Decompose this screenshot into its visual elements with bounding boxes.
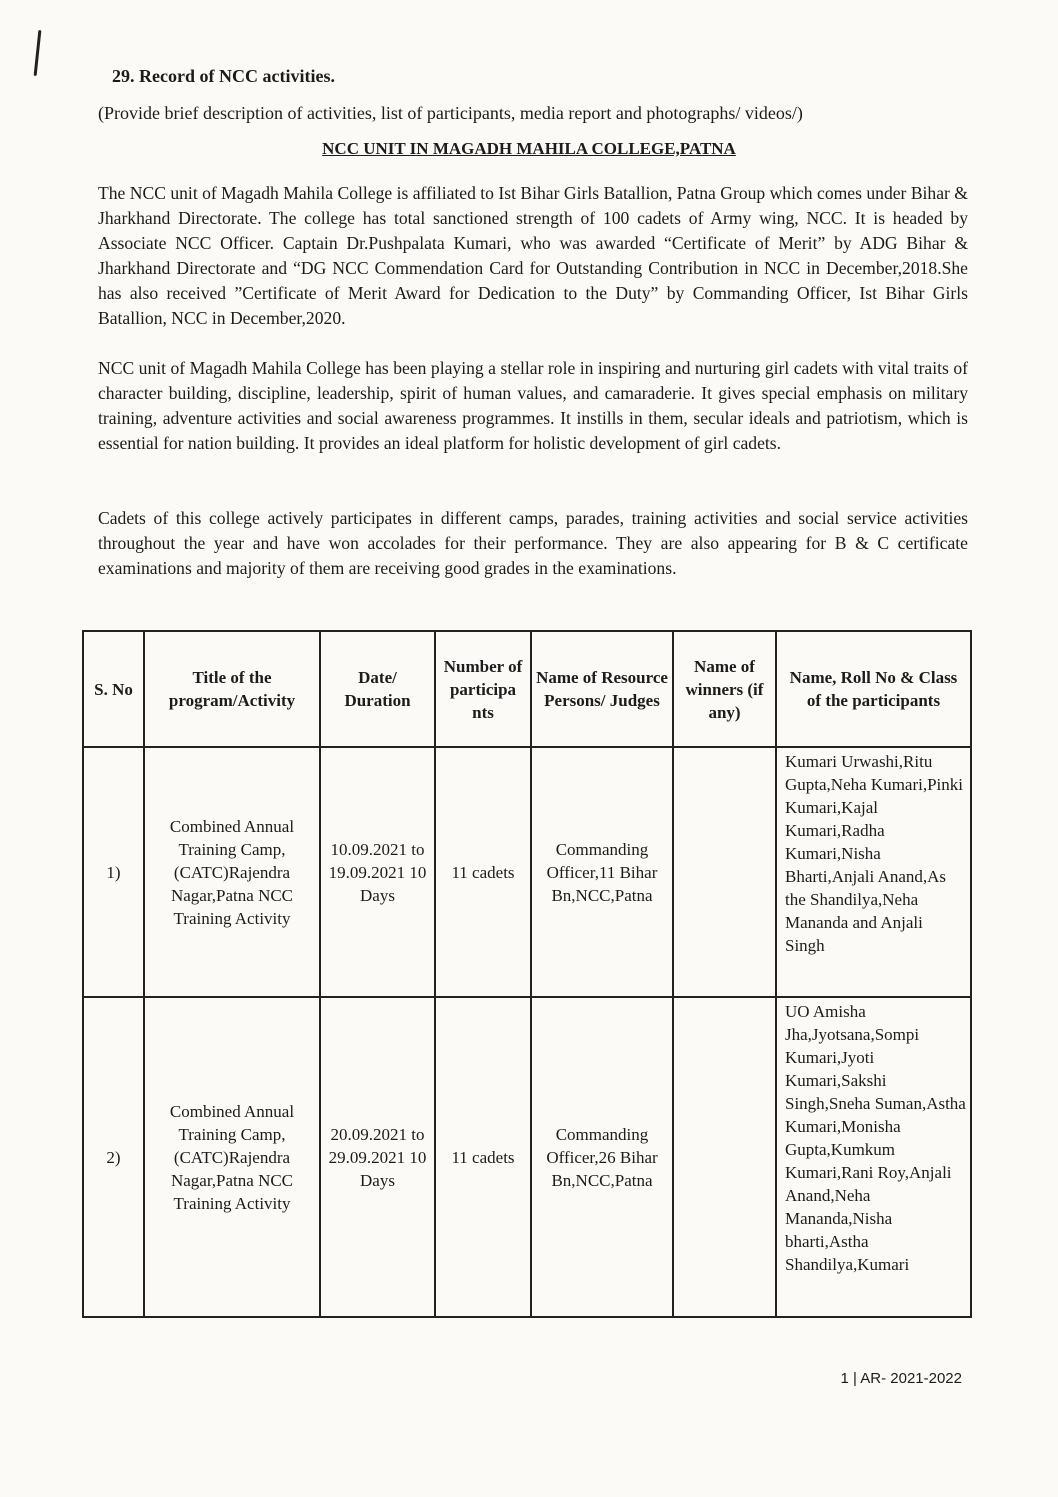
- table-row: [83, 747, 971, 997]
- table-row: [83, 997, 971, 1317]
- cell-title: Combined Annual Training Camp, (CATC)Rajendra Nagar,Patna NCC Training Activity: [144, 997, 320, 1317]
- cell-winners: [673, 747, 776, 997]
- cell-participants: Kumari Urwashi,Ritu Gupta,Neha Kumari,Pinki Kumari,Kajal Kumari,Radha Kumari,Nisha Bharti,Anjali Anand,As the Shandilya,Neha Mananda and Anjali Singh: [776, 747, 971, 997]
- paragraph-unit-overview: The NCC unit of Magadh Mahila College is affiliated to Ist Bihar Girls Batallion, Patna Group which comes under Bihar & Jharkhand Directorate. The college has total sanctioned strength of 100 cadets of Army wing, NCC. It is headed by Associate NCC Officer. Captain Dr.Pushpalata Kumari, who was awarded “Certificate of Merit” by ADG Bihar & Jharkhand Directorate and “DG NCC Commendation Card for Outstanding Contribution in NCC in December,2018.She has also received ”Certificate of Merit Award for Dedication to the Duty” by Commanding Officer, Ist Bihar Girls Batallion, NCC in December,2020.: [98, 183, 968, 328]
- cell-participants: UO Amisha Jha,Jyotsana,Sompi Kumari,Jyoti Kumari,Sakshi Singh,Sneha Suman,Astha Kumari,Monisha Gupta,Kumkum Kumari,Rani Roy,Anjali Anand,Neha Mananda,Nisha bharti,Astha Shandilya,Kumari: [776, 997, 971, 1317]
- header-resource-persons: Name of Resource Persons/ Judges: [531, 631, 673, 747]
- activities-table: [82, 630, 972, 1318]
- table-header-row: [83, 631, 971, 747]
- cell-date: 20.09.2021 to 29.09.2021 10 Days: [320, 997, 435, 1317]
- header-date: Date/ Duration: [320, 631, 435, 747]
- page-footer: 1 | AR- 2021-2022: [840, 1370, 962, 1387]
- margin-pen-mark: [34, 30, 42, 76]
- header-sno: S. No: [83, 631, 144, 747]
- section-instruction: (Provide brief description of activities, list of participants, media report and photographs/ videos/): [98, 103, 803, 123]
- cell-title: Combined Annual Training Camp, (CATC)Rajendra Nagar,Patna NCC Training Activity: [144, 747, 320, 997]
- cell-date: 10.09.2021 to 19.09.2021 10 Days: [320, 747, 435, 997]
- header-title: Title of the program/Activity: [144, 631, 320, 747]
- section-heading: 29. Record of NCC activities.: [112, 66, 335, 86]
- cell-sno: 1): [83, 747, 144, 997]
- paragraph-cadet-activities: Cadets of this college actively participates in different camps, parades, training activities and social service activities throughout the year and have won accolades for their performance. They are also appearing for B & C certificate examinations and majority of them are receiving good grades in the examinations.: [98, 508, 968, 578]
- cell-participant-count: 11 cadets: [435, 747, 531, 997]
- cell-resource-persons: Commanding Officer,11 Bihar Bn,NCC,Patna: [531, 747, 673, 997]
- cell-winners: [673, 997, 776, 1317]
- paragraph-unit-role: NCC unit of Magadh Mahila College has been playing a stellar role in inspiring and nurturing girl cadets with vital traits of character building, discipline, leadership, spirit of human values, and camaraderie. It gives special emphasis on military training, adventure activities and social awareness programmes. It instills in them, secular ideals and patriotism, which is essential for nation building. It provides an ideal platform for holistic development of girl cadets.: [98, 358, 968, 453]
- cell-participant-count: 11 cadets: [435, 997, 531, 1317]
- cell-resource-persons: Commanding Officer,26 Bihar Bn,NCC,Patna: [531, 997, 673, 1317]
- header-participants: Name, Roll No & Class of the participants: [776, 631, 971, 747]
- cell-sno: 2): [83, 997, 144, 1317]
- header-winners: Name of winners (if any): [673, 631, 776, 747]
- unit-title: NCC UNIT IN MAGADH MAHILA COLLEGE,PATNA: [322, 139, 736, 158]
- header-participant-count: Number of participa nts: [435, 631, 531, 747]
